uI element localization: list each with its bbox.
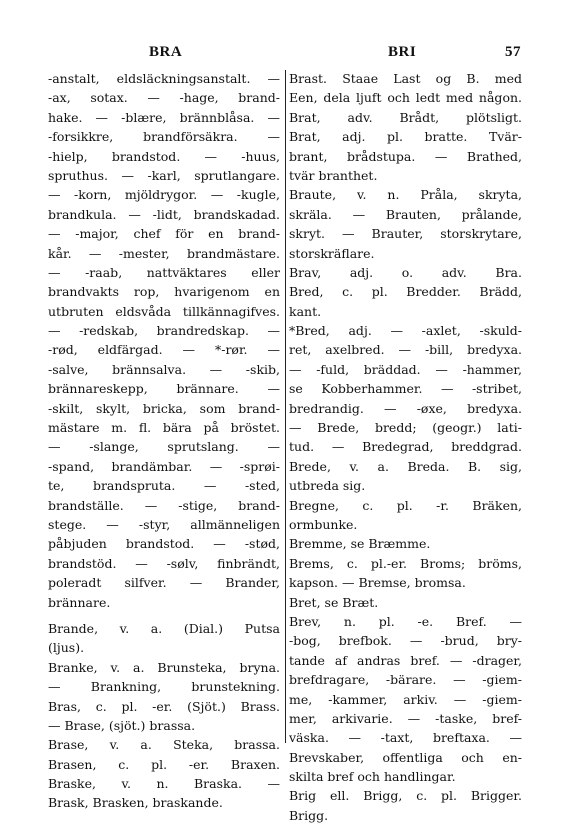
dictionary-line: Bras, c. pl. -er. (Sjöt.) Brass. — [48, 698, 280, 714]
dictionary-line: tande af andras bref. — -drager, — [289, 652, 522, 668]
dictionary-line: -rød, eldfärgad. — *-rør. — — [48, 342, 280, 358]
dictionary-line: te, brandspruta. — -sted, — [48, 478, 280, 494]
dictionary-line: Brigg. — [289, 807, 329, 823]
dictionary-line: -ax, sotax. — -hage, brand- — [48, 90, 280, 106]
dictionary-line: ormbunke. — [289, 516, 358, 532]
dictionary-line: brefdragare, -bärare. — -giem- — [289, 672, 522, 688]
dictionary-line: -skilt, skylt, bricka, som brand- — [48, 400, 280, 416]
dictionary-line: tvär branthet. — [289, 167, 378, 183]
right-column — [289, 69, 522, 825]
dictionary-line: Branke, v. a. Brunsteka, bryna. — [48, 659, 280, 675]
dictionary-line: hake. — -blære, brännblåsa. — — [48, 109, 280, 125]
dictionary-line: kår. — -mester, brandmästare. — [48, 245, 280, 261]
dictionary-line: Brig ell. Brigg, c. pl. Brigger. — [289, 788, 522, 804]
dictionary-line: Brems, c. pl.-er. Broms; bröms, — [289, 555, 522, 571]
dictionary-line: Brask, Brasken, braskande. — [48, 795, 223, 811]
dictionary-line: Bremme, se Bræmme. — [289, 536, 431, 552]
dictionary-line: -spand, brandämbar. — -sprøi- — [48, 458, 280, 474]
left-column — [48, 69, 280, 813]
dictionary-line: Brast. Staae Last og B. med — [289, 71, 522, 86]
dictionary-line: brännare. — [48, 594, 111, 610]
dictionary-line: stege. — -styr, allmänneligen — [48, 516, 280, 532]
dictionary-line: Bret, se Bræt. — [289, 594, 379, 610]
dictionary-line: skryt. — Brauter, storskrytare, — [289, 226, 522, 242]
dictionary-line: Brande, v. a. (Dial.) Putsa — [48, 620, 280, 636]
dictionary-line: brandvakts rop, hvarigenom en — [48, 284, 280, 300]
dictionary-line: kapson. — Bremse, bromsa. — [289, 575, 466, 591]
dictionary-line: ret, axelbred. — -bill, bredyxa. — [289, 342, 522, 358]
dictionary-line: påbjuden brandstod. — -stød, — [48, 536, 280, 552]
dictionary-line: -anstalt, eldsläckningsanstalt. — — [48, 71, 280, 86]
dictionary-line: — -raab, nattväktares eller — [48, 264, 280, 280]
dictionary-line: Brat, adv. Brådt, plötsligt. — [289, 109, 522, 125]
dictionary-line: — Brede, bredd; (geogr.) lati- — [289, 420, 522, 436]
dictionary-line: kant. — [289, 303, 322, 319]
dictionary-line: — -redskab, brandredskap. — — [48, 323, 280, 339]
dictionary-line: brännareskepp, brännare. — — [48, 381, 280, 397]
dictionary-line: — Brase, (sjöt.) brassa. — [48, 717, 196, 733]
dictionary-line: bredrandig. — -øxe, bredyxa. — [289, 400, 522, 416]
dictionary-line: poleradt silfver. — Brander, — [48, 575, 280, 591]
dictionary-line: -hielp, brandstod. — -huus, — [48, 148, 280, 164]
dictionary-line: Brev, n. pl. -e. Bref. — — [289, 613, 522, 629]
dictionary-line: brandställe. — -stige, brand- — [48, 497, 280, 513]
dictionary-line: utbreda sig. — [289, 478, 366, 494]
dictionary-line: -salve, brännsalva. — -skib, — [48, 361, 280, 377]
dictionary-line: — -major, chef för en brand- — [48, 226, 280, 242]
dictionary-line: Brasen, c. pl. -er. Braxen. — [48, 756, 280, 772]
dictionary-line: — -korn, mjöldrygor. — -kugle, — [48, 187, 280, 203]
dictionary-line: brandstöd. — -sølv, finbrändt, — [48, 555, 280, 571]
right-guide-word: BRI — [388, 44, 417, 60]
dictionary-line: storskräflare. — [289, 245, 375, 261]
dictionary-line: brandkula. — -lidt, brandskadad. — [48, 206, 280, 222]
dictionary-line: — Brankning, brunstekning. — [48, 679, 280, 695]
dictionary-line: Brase, v. a. Steka, brassa. — [48, 737, 280, 753]
dictionary-line: Braske, v. n. Braska. — — [48, 776, 280, 792]
dictionary-line: -forsikkre, brandförsäkra. — — [48, 129, 280, 145]
page-header — [0, 44, 576, 64]
dictionary-line: — -slange, sprutslang. — — [48, 439, 280, 455]
dictionary-line: -bog, brefbok. — -brud, bry- — [289, 633, 522, 649]
dictionary-line: skilta bref och handlingar. — [289, 769, 456, 785]
dictionary-line: Brevskaber, offentliga och en- — [289, 749, 522, 765]
dictionary-line: Een, dela ljuft och ledt med någon. — [289, 90, 522, 106]
dictionary-line: tud. — Bredegrad, breddgrad. — [289, 439, 522, 455]
dictionary-line: Bred, c. pl. Bredder. Brädd, — [289, 284, 522, 300]
dictionary-line: — -fuld, bräddad. — -hammer, — [289, 361, 522, 377]
page-number: 57 — [505, 44, 521, 60]
dictionary-line: Brat, adj. pl. bratte. Tvär- — [289, 129, 522, 145]
dictionary-line: se Kobberhammer. — -stribet, — [289, 381, 522, 397]
dictionary-line: brant, brådstupa. — Brathed, — [289, 148, 522, 164]
left-guide-word: BRA — [149, 44, 183, 60]
dictionary-line: Brede, v. a. Breda. B. sig, — [289, 458, 522, 474]
dictionary-line: Brav, adj. o. adv. Bra. — [289, 264, 522, 280]
dictionary-line: mer, arkivarie. — -taske, bref- — [289, 710, 522, 726]
dictionary-line: mästare m. fl. bära på bröstet. — [48, 420, 280, 436]
dictionary-line: utbruten eldsvåda tillkännagifves. — [48, 303, 280, 319]
dictionary-line: spruthus. — -karl, sprutlangare. — [48, 167, 280, 183]
dictionary-line: *Bred, adj. — -axlet, -skuld- — [289, 323, 522, 339]
column-divider — [285, 70, 286, 743]
dictionary-line: (ljus). — [48, 640, 85, 656]
dictionary-line: skräla. — Brauten, prålande, — [289, 206, 522, 222]
dictionary-line: me, -kammer, arkiv. — -giem- — [289, 691, 522, 707]
dictionary-line: Bregne, c. pl. -r. Bräken, — [289, 497, 522, 513]
dictionary-line: Braute, v. n. Pråla, skryta, — [289, 187, 522, 203]
dictionary-line: väska. — -taxt, breftaxa. — — [289, 730, 522, 746]
